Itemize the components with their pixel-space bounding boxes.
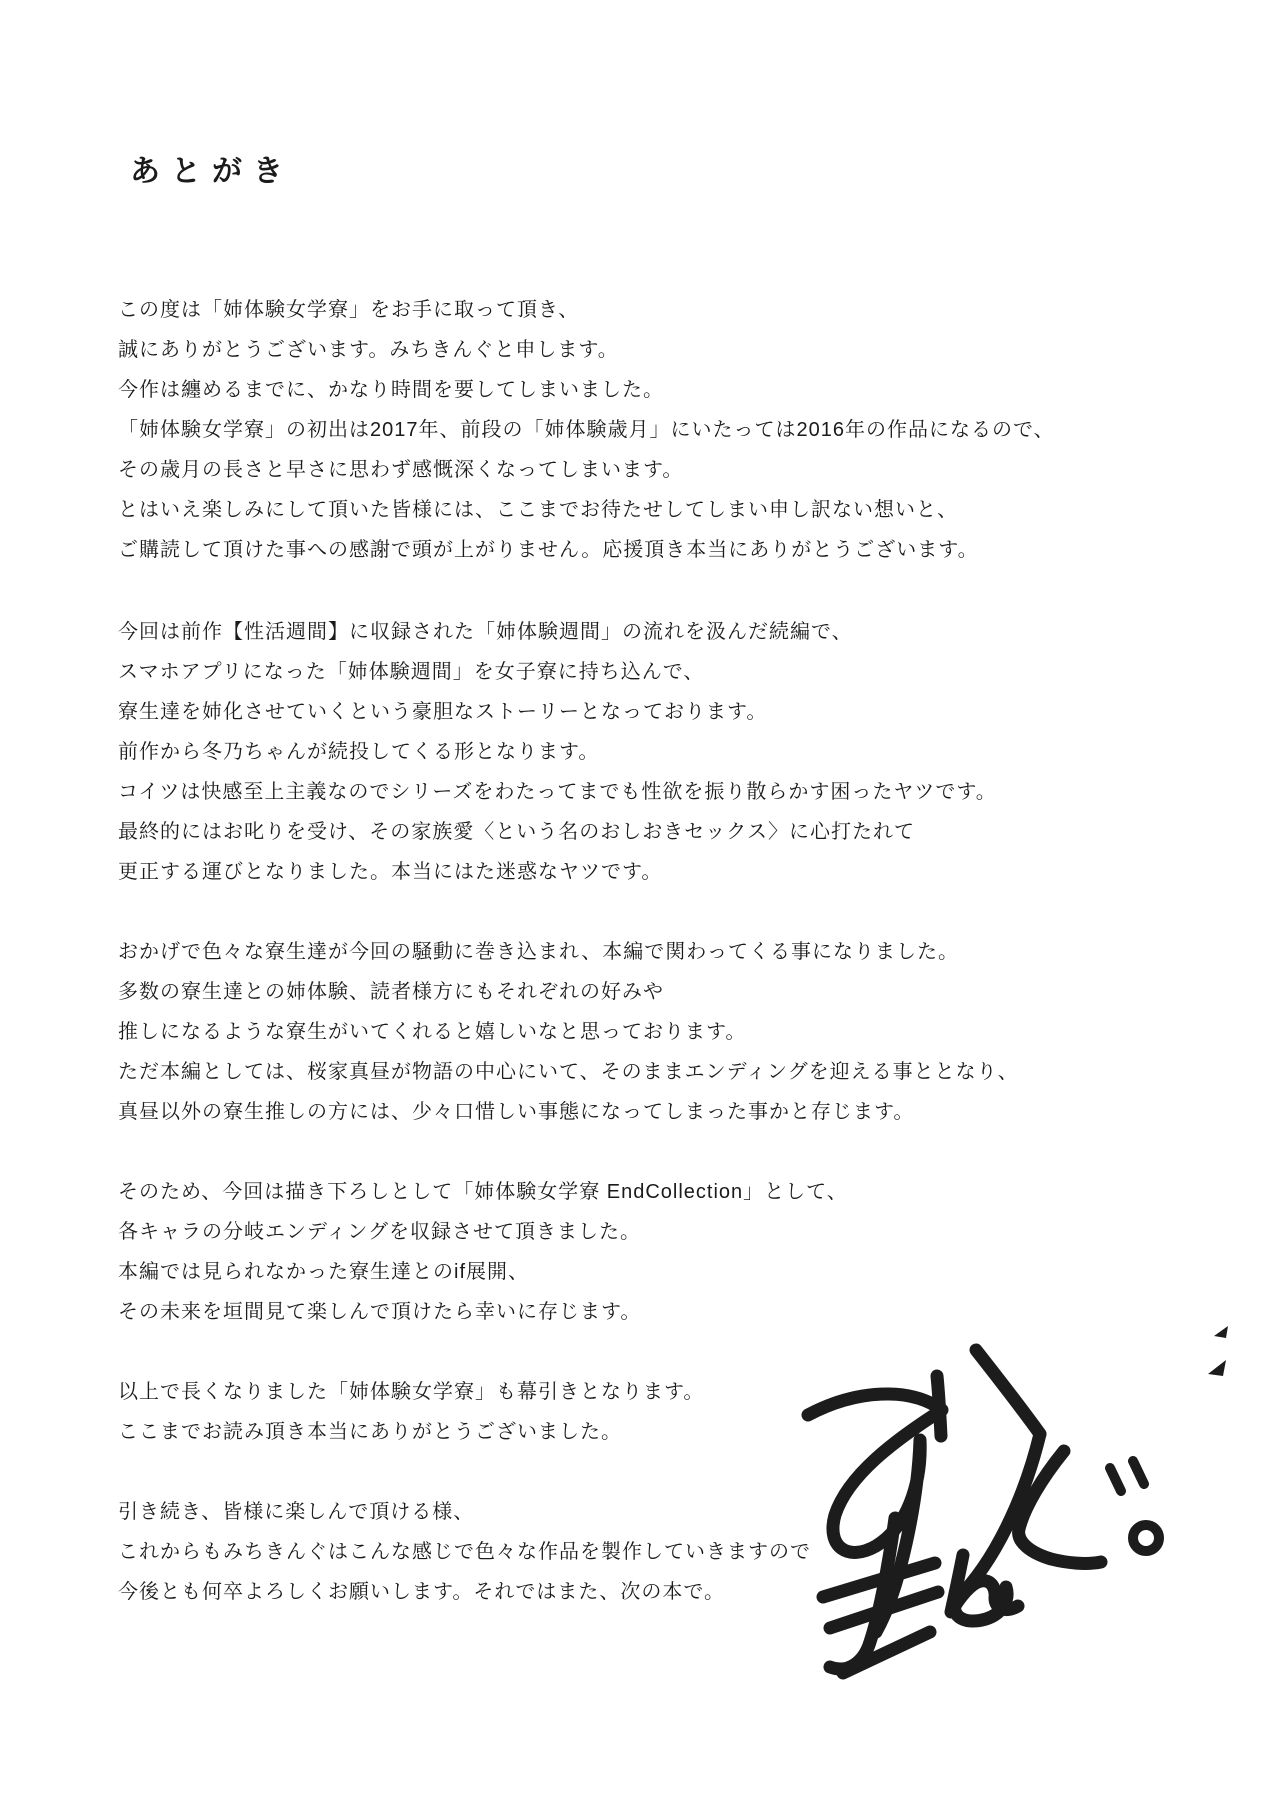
- body-line: 推しになるような寮生がいてくれると嬉しいなと思っております。: [118, 1021, 747, 1043]
- body-line: ここまでお読み頂き本当にありがとうございました。: [118, 1421, 622, 1443]
- body-line: ただ本編としては、桜家真昼が物語の中心にいて、そのままエンディングを迎える事ととなり、: [118, 1061, 1019, 1083]
- ink-mark: [1214, 1326, 1228, 1338]
- body-line: 最終的にはお叱りを受け、その家族愛〈という名のおしおきセックス〉に心打たれて: [118, 821, 915, 843]
- body-line: 引き続き、皆様に楽しんで頂ける様、: [118, 1501, 475, 1523]
- page-title: あとがき: [130, 155, 294, 188]
- signature-stroke-chi-tick: [937, 1376, 941, 1436]
- body-line: コイツは快感至上主義なのでシリーズをわたってまでも性欲を振り散らかす困ったヤツです。: [118, 781, 997, 803]
- ink-mark: [1208, 1360, 1226, 1376]
- body-line: ご購読して頂けた事への感謝で頭が上がりません。応援頂き本当にありがとうございます。: [118, 539, 979, 561]
- body-line: 「姉体験女学寮」の初出は2017年、前段の「姉体験歳月」にいたっては2016年の作品になるので、: [118, 419, 1055, 441]
- body-line: この度は「姉体験女学寮」をお手に取って頂き、: [118, 299, 580, 321]
- signature-dakuten-2: [1133, 1461, 1144, 1484]
- body-line: その歳月の長さと早さに思わず感慨深くなってしまいます。: [118, 459, 684, 481]
- body-line: 以上で長くなりました「姉体験女学寮」も幕引きとなります。: [118, 1381, 705, 1403]
- signature-dakuten-1: [1110, 1468, 1121, 1491]
- signature-stroke-chi-bar: [976, 1350, 1040, 1434]
- body-line: 今作は纏めるまでに、かなり時間を要してしまいました。: [118, 379, 664, 401]
- body-line: これからもみちきんぐはこんな感じで色々な作品を製作していきますので: [118, 1541, 811, 1563]
- body-line: そのため、今回は描き下ろしとして「姉体験女学寮 EndCollection」として、: [118, 1181, 848, 1203]
- body-line: おかげで色々な寮生達が今回の騒動に巻き込まれ、本編で関わってくる事になりました。: [118, 941, 959, 963]
- body-line: 今後とも何卒よろしくお願いします。それではまた、次の本で。: [118, 1581, 725, 1603]
- body-line: 本編では見られなかった寮生達とのif展開、: [118, 1261, 529, 1283]
- body-line: 各キャラの分岐エンディングを収録させて頂きました。: [118, 1221, 641, 1243]
- body-line: とはいえ楽しみにして頂いた皆様には、ここまでお待たせしてしまい申し訳ない想いと、: [118, 499, 958, 521]
- body-line: その未来を垣間見て楽しんで頂けたら幸いに存じます。: [118, 1301, 642, 1323]
- body-line: 寮生達を姉化させていくという豪胆なストーリーとなっております。: [118, 701, 768, 723]
- body-line: 誠にありがとうございます。みちきんぐと申します。: [118, 339, 619, 361]
- signature-period: [1133, 1525, 1159, 1551]
- body-line: 更正する運びとなりました。本当にはた迷惑なヤツです。: [118, 861, 663, 883]
- body-line: 今回は前作【性活週間】に収録された「姉体験週間」の流れを汲んだ続編で、: [118, 621, 853, 643]
- paragraph-characters: [118, 932, 1198, 1132]
- body-line: スマホアプリになった「姉体験週間」を女子寮に持ち込んで、: [118, 661, 705, 683]
- paragraph-greeting: [118, 290, 1198, 570]
- body-line: 前作から冬乃ちゃんが続投してくる形となります。: [118, 741, 600, 763]
- paragraph-story: [118, 612, 1198, 892]
- body-line: 多数の寮生達との姉体験、読者様方にもそれぞれの好みや: [118, 981, 664, 1003]
- body-line: 真昼以外の寮生推しの方には、少々口惜しい事態になってしまった事かと存じます。: [118, 1101, 915, 1123]
- author-signature-michiking: [690, 1170, 1235, 1730]
